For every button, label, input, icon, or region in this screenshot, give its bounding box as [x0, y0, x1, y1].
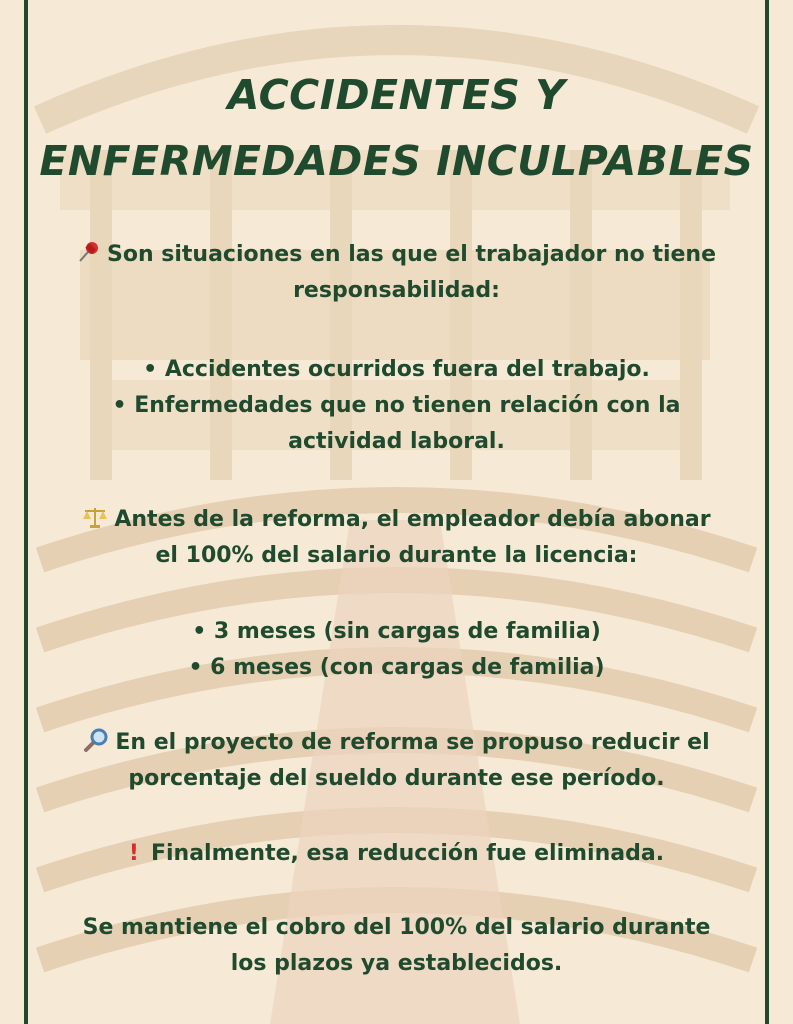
duration-item-2: • 6 meses (con cargas de familia) — [188, 655, 605, 680]
situation-item-1: • Accidentes ocurridos fuera del trabajo. — [143, 357, 650, 382]
project-paragraph — [28, 725, 765, 797]
conclusion-line-2: los plazos ya establecidos. — [230, 951, 563, 976]
duration-item-1: • 3 meses (sin cargas de familia) — [192, 619, 601, 644]
conclusion-line-1: Se mantiene el cobro del 100% del salario durante — [82, 915, 711, 940]
before-line-1 — [28, 502, 765, 538]
exclamation-icon: ! — [128, 841, 139, 866]
intro-text-line-1: Son situaciones en las que el trabajador no tiene — [106, 242, 717, 267]
project-line-1 — [28, 725, 765, 761]
content-area — [28, 0, 765, 1024]
scales-icon — [82, 506, 108, 528]
situation-item-2-line-1: • Enfermedades que no tienen relación con la — [112, 393, 681, 418]
final-paragraph — [28, 836, 765, 872]
durations-list — [28, 614, 765, 686]
situations-list — [28, 352, 765, 460]
pushpin-icon — [77, 240, 101, 264]
situation-item-2-line-2: actividad laboral. — [288, 429, 505, 454]
project-line-2: porcentaje del sueldo durante ese período. — [128, 766, 665, 791]
intro-paragraph — [28, 237, 765, 309]
before-paragraph — [28, 502, 765, 574]
before-line-2: el 100% del salario durante la licencia: — [155, 543, 638, 568]
title-line-1: ACCIDENTES Y — [227, 71, 566, 119]
final-text: Finalmente, esa reducción fue eliminada. — [150, 841, 665, 866]
conclusion-paragraph — [28, 910, 765, 982]
magnifier-icon — [83, 727, 109, 753]
title-line-2: ENFERMEDADES INCULPABLES — [39, 137, 754, 185]
project-text-line-1: En el proyecto de reforma se propuso reducir el — [115, 730, 710, 755]
intro-line-1 — [28, 237, 765, 273]
intro-line-2: responsabilidad: — [293, 278, 500, 303]
page-title — [28, 62, 765, 194]
before-text-line-1: Antes de la reforma, el empleador debía abonar — [114, 507, 711, 532]
final-line — [28, 836, 765, 872]
